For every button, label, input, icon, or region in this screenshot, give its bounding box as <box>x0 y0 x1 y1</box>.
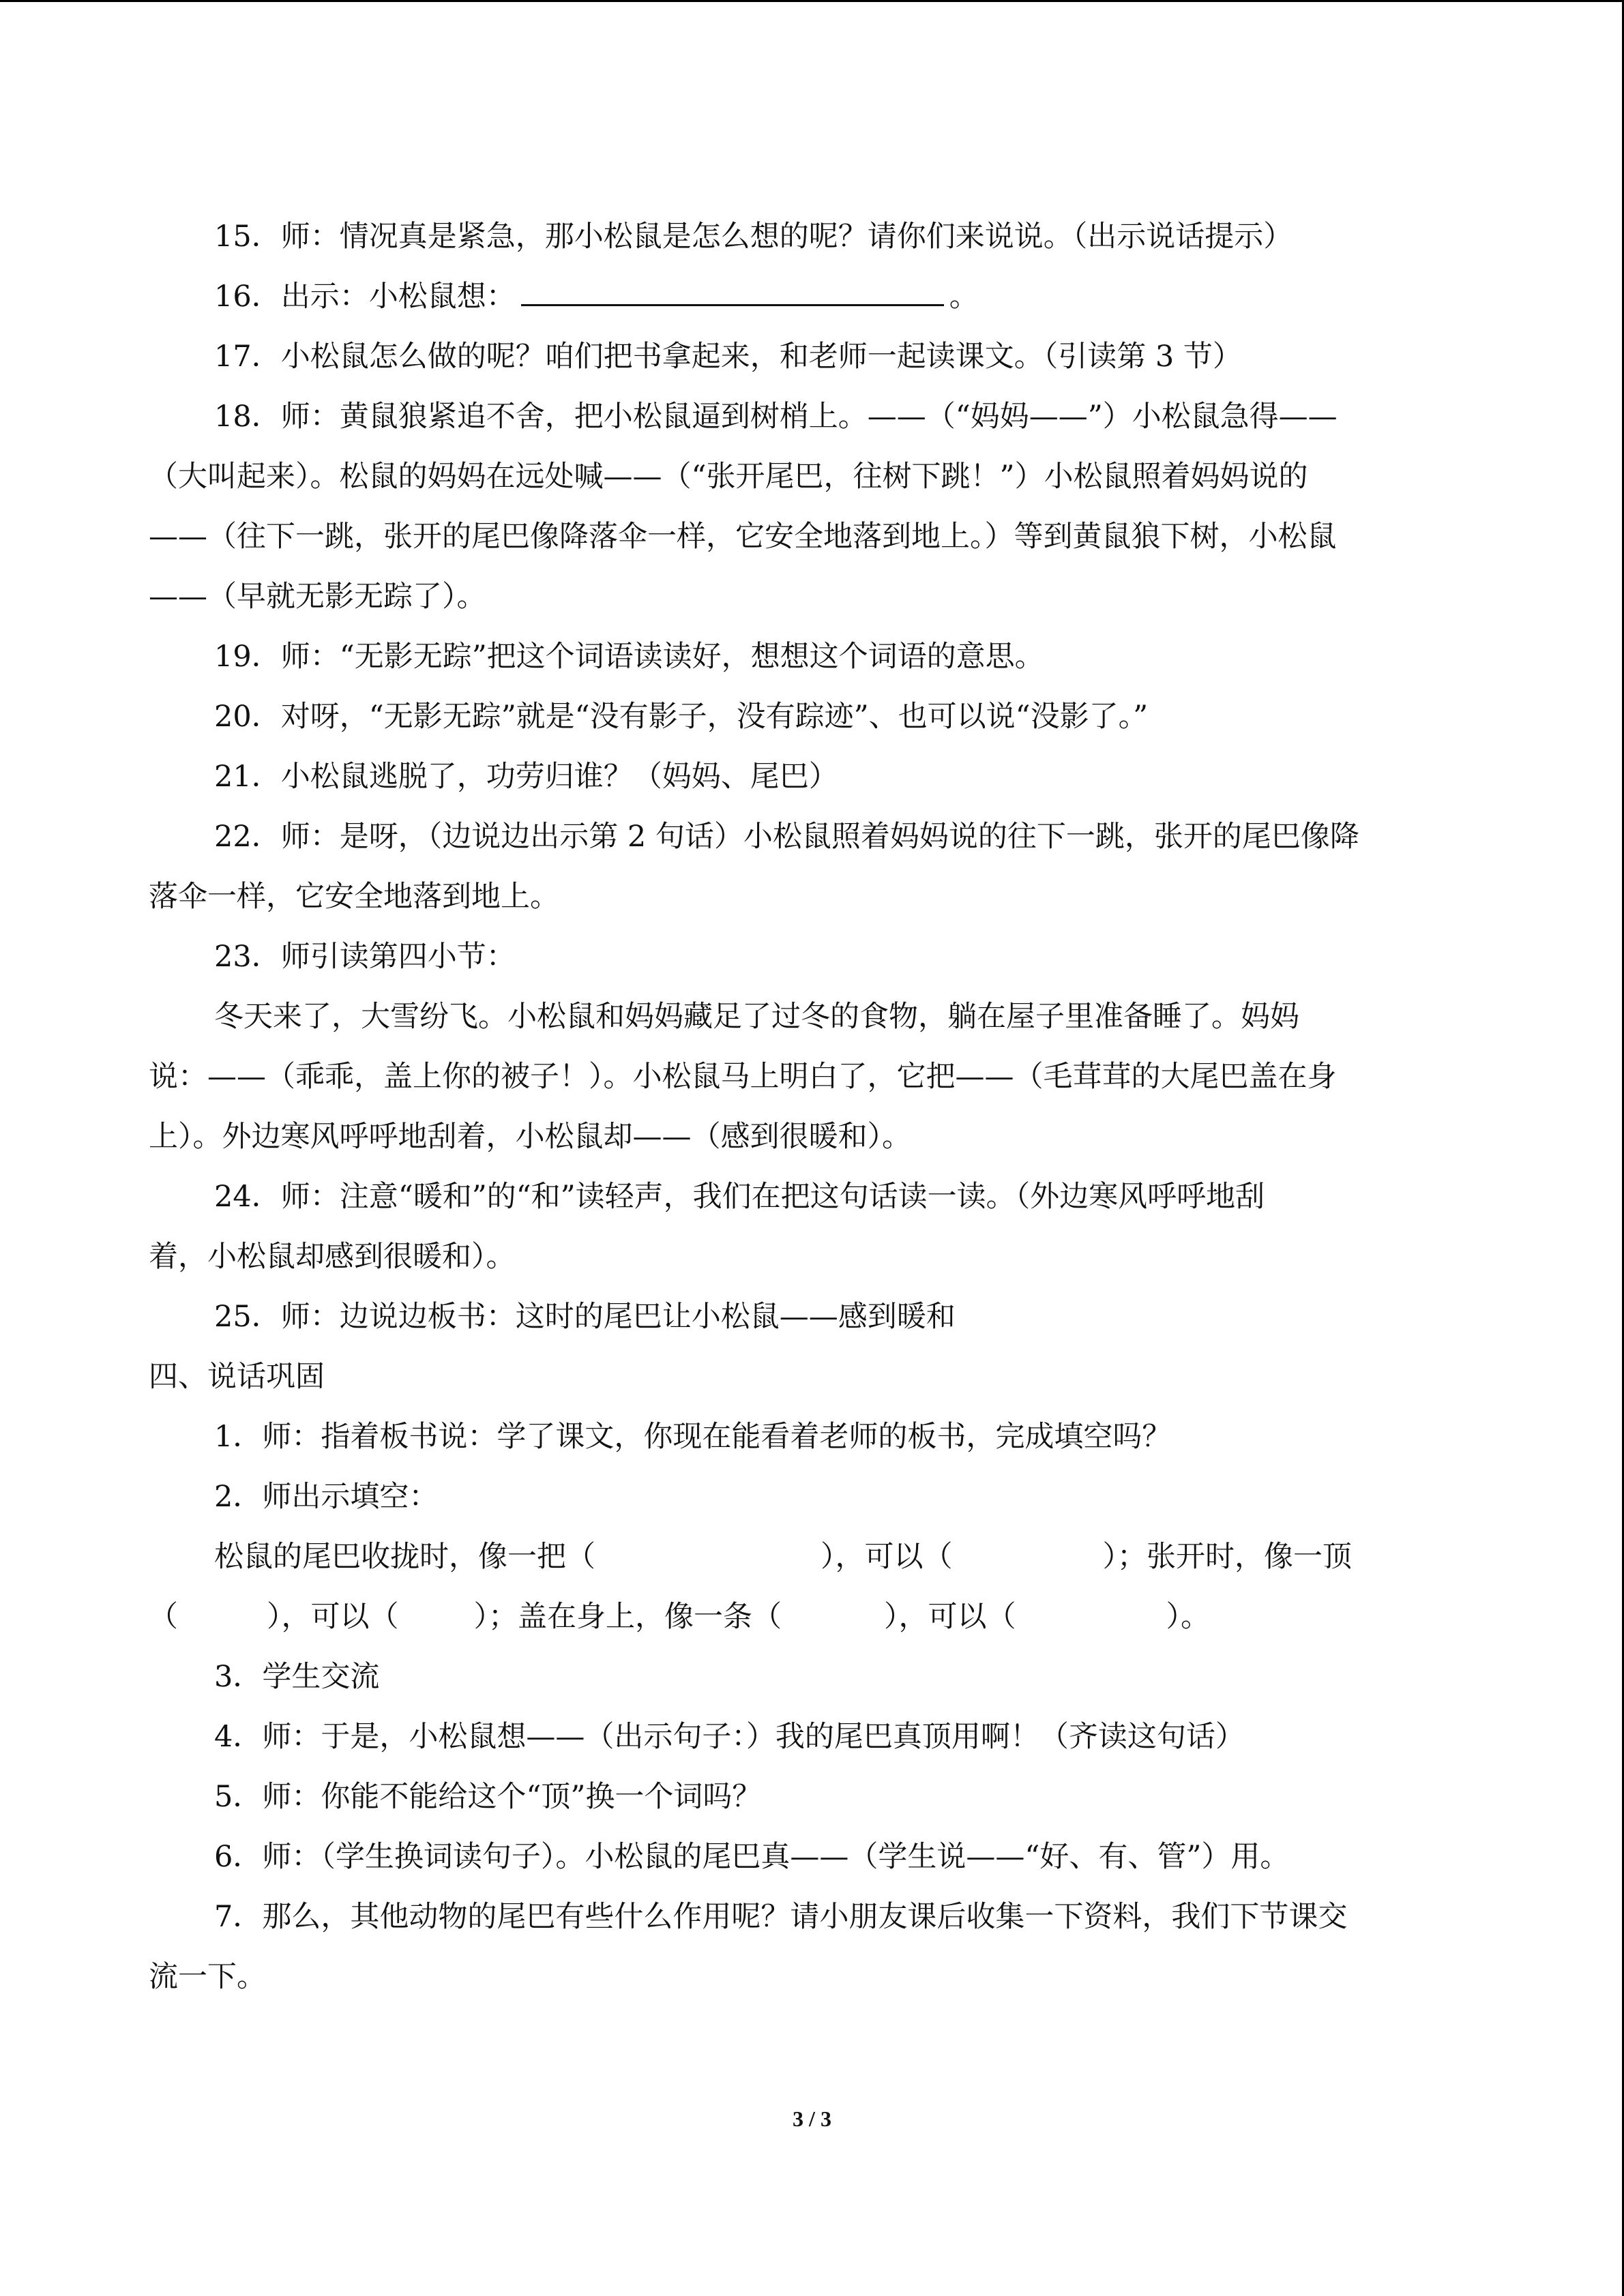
paragraph-24-line-1: 24．师：注意“暖和”的“和”读轻声，我们在把这句话读一读。（外边寒风呼呼地刮 <box>214 1180 1265 1214</box>
fill-exercise-line-2 <box>149 1587 1479 1647</box>
paragraph-23-reading-line-1: 冬天来了，大雪纷飞。小松鼠和妈妈藏足了过冬的食物，躺在屋子里准备睡了。妈妈 <box>214 1000 1299 1034</box>
fill-text: ），可以（ <box>267 1600 399 1634</box>
fill-text: ），可以（ <box>821 1540 953 1574</box>
fill-text: （ <box>149 1600 178 1634</box>
paragraph-18-line-3: ——（往下一跳，张开的尾巴像降落伞一样，它安全地落到地上。）等到黄鼠狼下树，小松鼠 <box>149 520 1337 554</box>
paragraph-22-line-1: 22．师：是呀，（边说边出示第 2 句话）小松鼠照着妈妈说的往下一跳，张开的尾巴像降 <box>214 820 1359 854</box>
fill-text: ）；盖在身上，像一条（ <box>473 1600 782 1634</box>
paragraph-18-line-4: ——（早就无影无踪了）。 <box>149 580 486 614</box>
section-heading-4: 四、说话巩固 <box>149 1360 325 1394</box>
paragraph-22-line-2: 落伞一样，它安全地落到地上。 <box>149 880 559 914</box>
fill-text: ）；张开时，像一顶 <box>1102 1540 1352 1574</box>
paragraph-16-end: 。 <box>949 280 979 314</box>
step-4: 4．师：于是，小松鼠想——（出示句子：）我的尾巴真顶用啊！（齐读这句话） <box>214 1720 1245 1754</box>
fill-blank-line <box>521 274 944 306</box>
step-5: 5．师：你能不能给这个“顶”换一个词吗？ <box>214 1780 762 1814</box>
step-3: 3．学生交流 <box>214 1660 380 1694</box>
paragraph-15: 15．师：情况真是紧急，那小松鼠是怎么想的呢？请你们来说说。（出示说话提示） <box>214 220 1293 254</box>
page-number: 3 / 3 <box>793 2106 831 2131</box>
step-2: 2．师出示填空： <box>214 1480 439 1514</box>
paragraph-25: 25．师：边说边板书：这时的尾巴让小松鼠——感到暖和 <box>214 1300 956 1334</box>
paragraph-16-text: 16．出示：小松鼠想： <box>214 280 516 314</box>
paragraph-23: 23．师引读第四小节： <box>214 940 516 974</box>
paragraph-23-reading-line-3: 上）。外边寒风呼呼地刮着，小松鼠却——（感到很暖和）。 <box>149 1120 911 1154</box>
fill-exercise-line-1 <box>149 1527 1479 1587</box>
step-1: 1．师：指着板书说：学了课文，你现在能看着老师的板书，完成填空吗？ <box>214 1420 1172 1454</box>
step-6: 6．师：（学生换词读句子）。小松鼠的尾巴真——（学生说——“好、有、管”）用。 <box>214 1840 1290 1874</box>
paragraph-18-line-2: （大叫起来）。松鼠的妈妈在远处喊——（“张开尾巴，往树下跳！”）小松鼠照着妈妈说的 <box>149 460 1308 494</box>
fill-text: ），可以（ <box>884 1600 1016 1634</box>
step-7-line-2: 流一下。 <box>149 1960 266 1994</box>
fill-text: 松鼠的尾巴收拢时，像一把（ <box>214 1540 595 1574</box>
paragraph-16 <box>149 267 1479 327</box>
step-7-line-1: 7．那么，其他动物的尾巴有些什么作用呢？请小朋友课后收集一下资料，我们下节课交 <box>214 1900 1348 1934</box>
paragraph-20: 20．对呀，“无影无踪”就是“没有影子，没有踪迹”、也可以说“没影了。” <box>214 700 1149 734</box>
lesson-text <box>149 207 1479 2007</box>
paragraph-18-line-1: 18．师：黄鼠狼紧追不舍，把小松鼠逼到树梢上。——（“妈妈——”）小松鼠急得—— <box>214 400 1338 434</box>
paragraph-19: 19．师：“无影无踪”把这个词语读读好，想想这个词语的意思。 <box>214 640 1044 674</box>
paragraph-17: 17．小松鼠怎么做的呢？咱们把书拿起来，和老师一起读课文。（引读第 3 节） <box>214 340 1242 374</box>
paragraph-21: 21．小松鼠逃脱了，功劳归谁？（妈妈、尾巴） <box>214 760 838 794</box>
fill-text: ）。 <box>1166 1600 1210 1634</box>
paragraph-24-line-2: 着，小松鼠却感到很暖和）。 <box>149 1240 516 1274</box>
paragraph-23-reading-line-2: 说：——（乖乖，盖上你的被子！）。小松鼠马上明白了，它把——（毛茸茸的大尾巴盖在身 <box>149 1060 1337 1094</box>
